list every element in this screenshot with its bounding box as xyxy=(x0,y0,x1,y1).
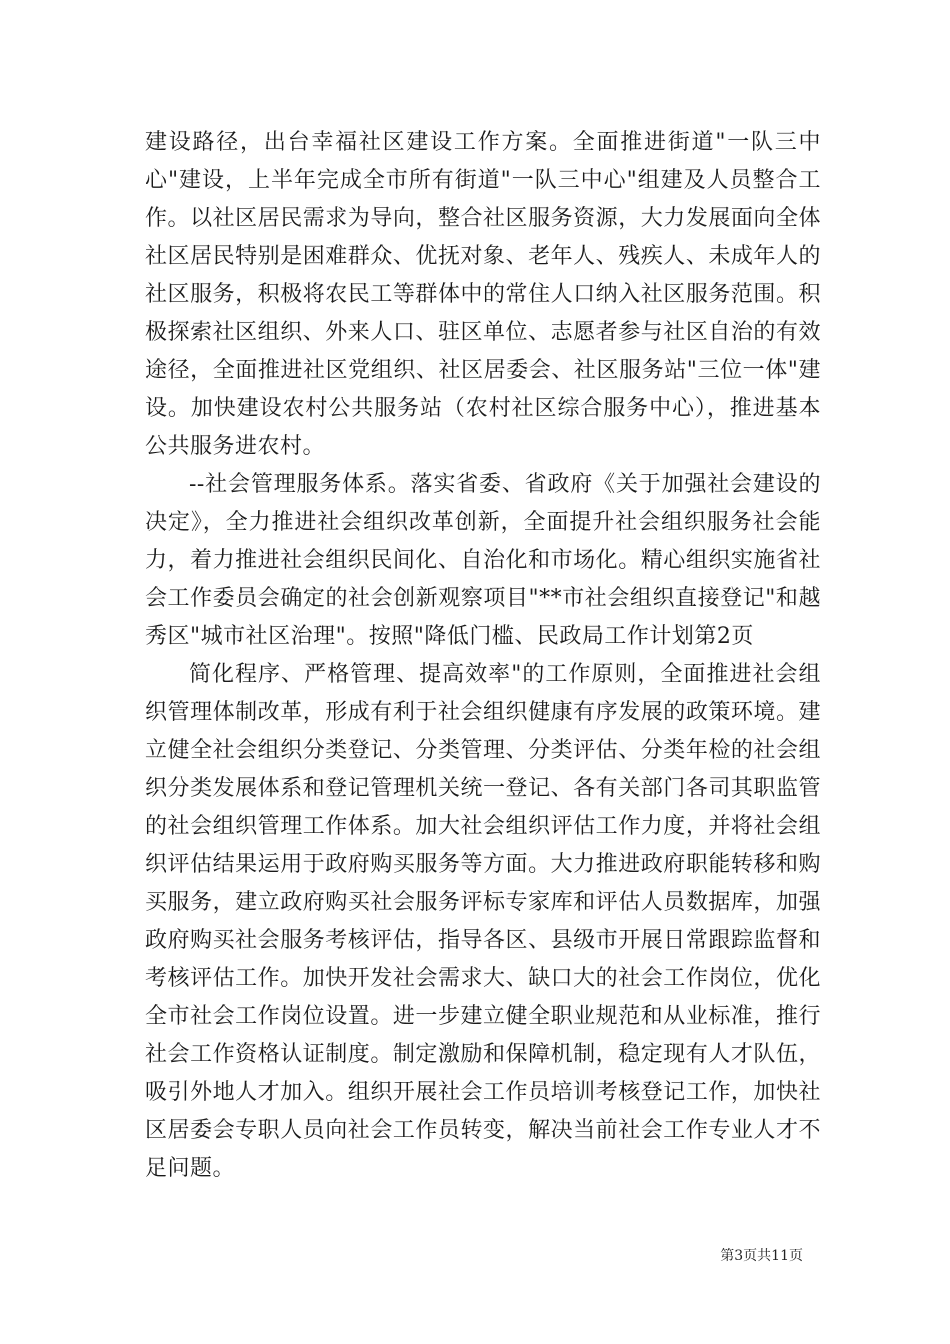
document-body xyxy=(145,124,821,1188)
paragraph-continuation: 建设路径，出台幸福社区建设工作方案。全面推进街道"一队三中心"建设，上半年完成全市所有街道"一队三中心"组建及人员整合工作。以社区居民需求为导向，整合社区服务资源，大力发展面向全体社区居民特别是困难群众、优抚对象、老年人、残疾人、未成年人的社区服务，积极将农民工等群体中的常住人口纳入社区服务范围。积极探索社区组织、外来人口、驻区单位、志愿者参与社区自治的有效途径，全面推进社区党组织、社区居委会、社区服务站"三位一体"建设。加快建设农村公共服务站（农村社区综合服务中心），推进基本公共服务进农村。 xyxy=(145,130,821,459)
paragraph-social-organization-reform: 简化程序、严格管理、提高效率"的工作原则，全面推进社会组织管理体制改革，形成有利于社会组织健康有序发展的政策环境。建立健全社会组织分类登记、分类管理、分类评估、分类年检的社会组织分类发展体系和登记管理机关统一登记、各有关部门各司其职监管的社会组织管理工作体系。加大社会组织评估工作力度，并将社会组织评估结果运用于政府购买服务等方面。大力推进政府职能转移和购买服务，建立政府购买社会服务评标专家库和评估人员数据库，加强政府购买社会服务考核评估，指导各区、县级市开展日常跟踪监督和考核评估工作。加快开发社会需求大、缺口大的社会工作岗位，优化全市社会工作岗位设置。进一步建立健全职业规范和从业标准，推行社会工作资格认证制度。制定激励和保障机制，稳定现有人才队伍，吸引外地人才加入。组织开展社会工作员培训考核登记工作，加快社区居委会专职人员向社会工作员转变，解决当前社会工作专业人才不足问题。 xyxy=(145,662,821,1181)
page-number-footer: 第3页共11页 xyxy=(720,1248,803,1264)
paragraph-social-management: --社会管理服务体系。落实省委、省政府《关于加强社会建设的决定》，全力推进社会组织改革创新，全面提升社会组织服务社会能力，着力推进社会组织民间化、自治化和市场化。精心组织实施省社会工作委员会确定的社会创新观察项目"**市社会组织直接登记"和越秀区"城市社区治理"。按照"降低门槛、民政局工作计划第2页 xyxy=(145,472,821,649)
